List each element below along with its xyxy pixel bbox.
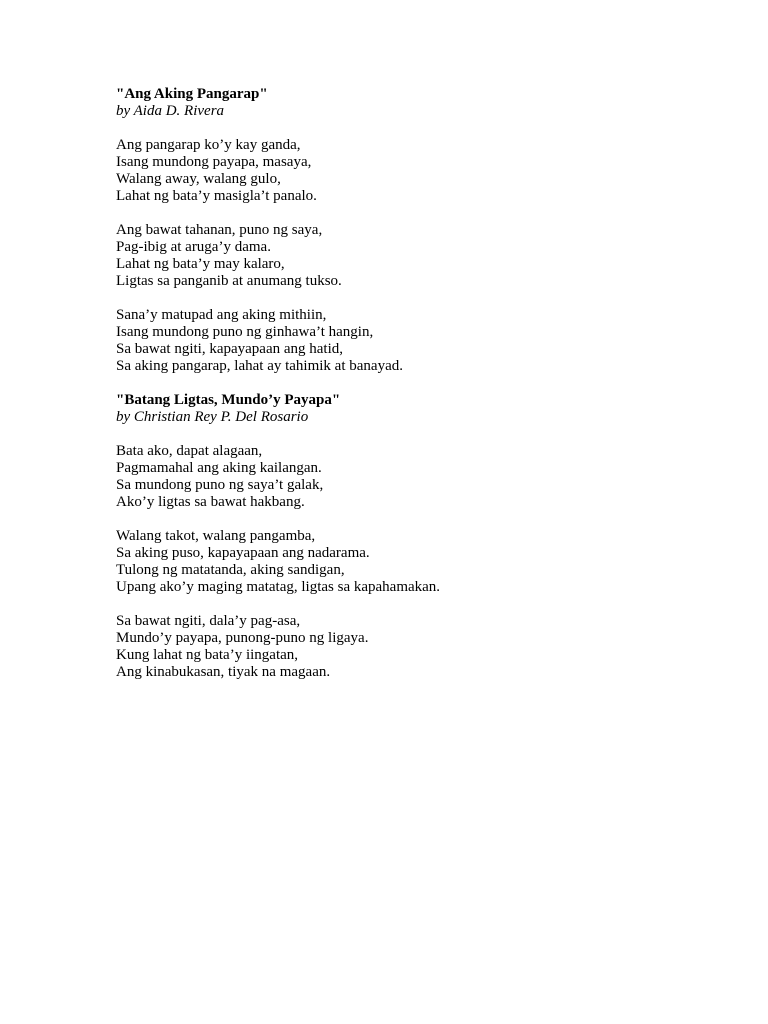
poem-line: Pagmamahal ang aking kailangan. bbox=[116, 460, 322, 476]
poem-line: Isang mundong puno ng ginhawa’t hangin, bbox=[116, 324, 374, 340]
poem-line: Lahat ng bata’y may kalaro, bbox=[116, 256, 285, 272]
poem-line: Walang takot, walang pangamba, bbox=[116, 528, 316, 544]
poem-title: "Ang Aking Pangarap" bbox=[116, 86, 268, 102]
poem-line: Ang pangarap ko’y kay ganda, bbox=[116, 137, 301, 153]
poem-title: "Batang Ligtas, Mundo’y Payapa" bbox=[116, 392, 341, 408]
poem-line: Ang bawat tahanan, puno ng saya, bbox=[116, 222, 323, 238]
poem-author: by Christian Rey P. Del Rosario bbox=[116, 409, 309, 425]
poem-line: Sa bawat ngiti, kapayapaan ang hatid, bbox=[116, 341, 344, 357]
poem-line: Ang kinabukasan, tiyak na magaan. bbox=[116, 664, 331, 680]
poem bbox=[116, 392, 716, 681]
stanza bbox=[116, 222, 716, 290]
poem-line: Sana’y matupad ang aking mithiin, bbox=[116, 307, 327, 323]
poem-line: Ako’y ligtas sa bawat hakbang. bbox=[116, 494, 305, 510]
document-page bbox=[116, 86, 716, 698]
poem-line: Ligtas sa panganib at anumang tukso. bbox=[116, 273, 342, 289]
stanza bbox=[116, 443, 716, 511]
poem-author: by Aida D. Rivera bbox=[116, 103, 225, 119]
poem-line: Tulong ng matatanda, aking sandigan, bbox=[116, 562, 345, 578]
stanza bbox=[116, 137, 716, 205]
poem-line: Sa aking puso, kapayapaan ang nadarama. bbox=[116, 545, 370, 561]
stanza bbox=[116, 307, 716, 375]
poem-line: Pag-ibig at aruga’y dama. bbox=[116, 239, 271, 255]
poem-line: Upang ako’y maging matatag, ligtas sa kapahamakan. bbox=[116, 579, 441, 595]
stanza bbox=[116, 528, 716, 596]
poem-line: Walang away, walang gulo, bbox=[116, 171, 281, 187]
stanza bbox=[116, 613, 716, 681]
poem-line: Mundo’y payapa, punong-puno ng ligaya. bbox=[116, 630, 369, 646]
poem-line: Sa mundong puno ng saya’t galak, bbox=[116, 477, 324, 493]
poem-line: Sa bawat ngiti, dala’y pag-asa, bbox=[116, 613, 301, 629]
poem bbox=[116, 86, 716, 375]
poem-line: Isang mundong payapa, masaya, bbox=[116, 154, 312, 170]
poem-line: Lahat ng bata’y masigla’t panalo. bbox=[116, 188, 317, 204]
poem-line: Kung lahat ng bata’y iingatan, bbox=[116, 647, 299, 663]
poem-line: Sa aking pangarap, lahat ay tahimik at banayad. bbox=[116, 358, 403, 374]
poem-line: Bata ako, dapat alagaan, bbox=[116, 443, 263, 459]
